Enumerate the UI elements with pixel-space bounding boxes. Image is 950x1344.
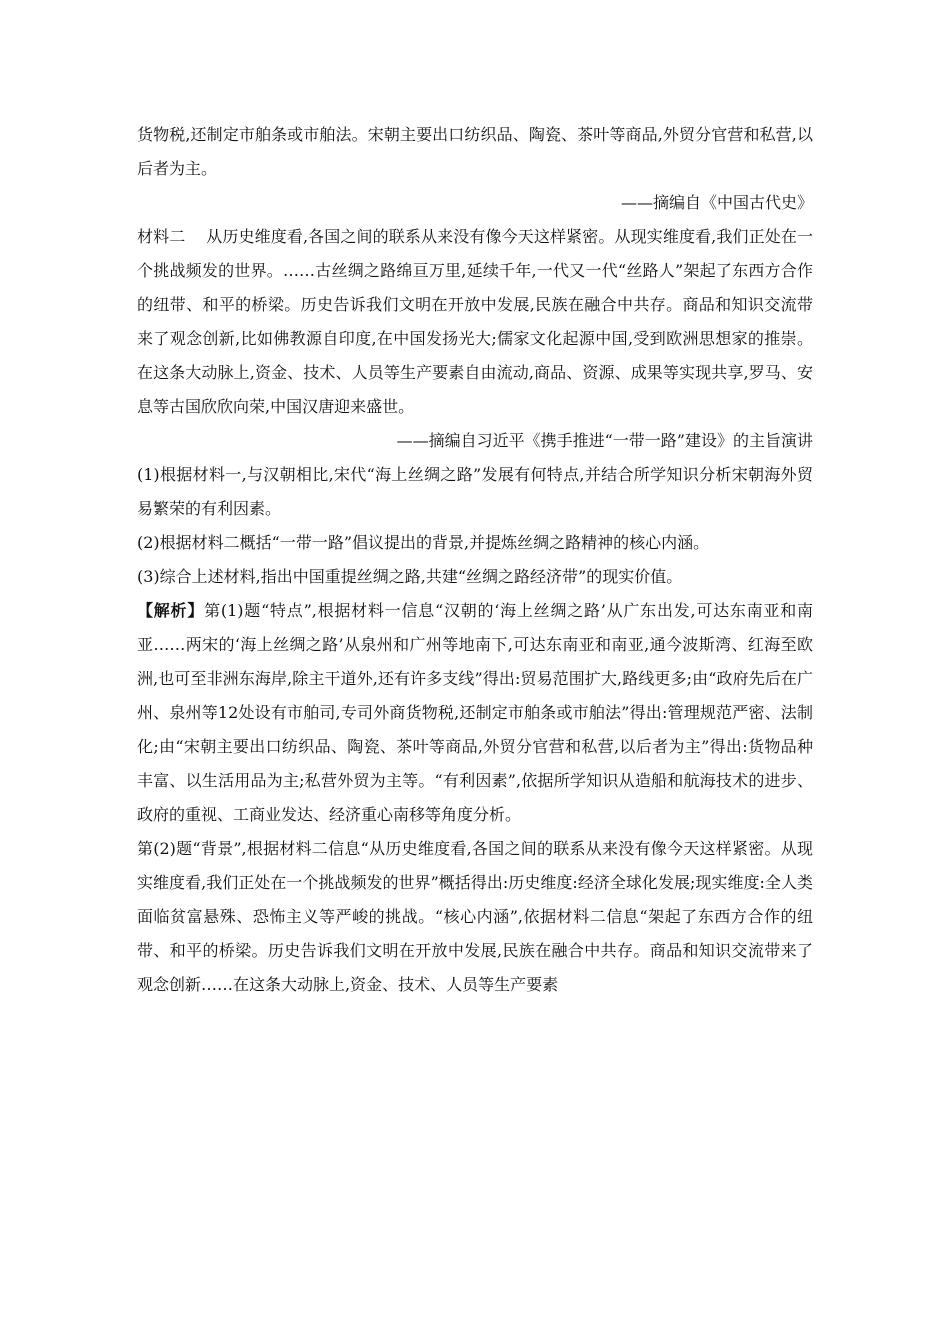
- material2-paragraph: [137, 220, 813, 424]
- question-1: (1)根据材料一,与汉朝相比,宋代“海上丝绸之路”发展有何特点,并结合所学知识分析宋朝海外贸易繁荣的有利因素。: [137, 465, 813, 518]
- analysis-label: 【解析】: [137, 601, 205, 620]
- document-page: [137, 118, 813, 1002]
- source-citation-1: ——摘编自《中国古代史》: [620, 193, 813, 212]
- material2-label: 材料二: [137, 227, 186, 246]
- material1-tail: 货物税,还制定市舶条或市舶法。宋朝主要出口纺织品、陶瓷、茶叶等商品,外贸分官营和私营,以后者为主。: [137, 125, 813, 178]
- analysis-text-1: 第(1)题“特点”,根据材料一信息“汉朝的‘海上丝绸之路’从广东出发,可达东南亚和南亚……两宋的‘海上丝绸之路’从泉州和广州等地南下,可达东南亚和南亚,通今波斯湾、红海至欧洲,也可至非洲东海岸,除主干道外,还有许多支线”得出:贸易范围扩大,路线更多;由“政府先后在广州、泉州等12处设有市舶司,专司外商货物税,还制定市舶条或市舶法”得出:管理规范严密、法制化;由“宋朝主要出口纺织品、陶瓷、茶叶等商品,外贸分官营和私营,以后者为主”得出:货物品种丰富、以生活用品为主;私营外贸为主等。“有利因素”,依据所学知识从造船和航海技术的进步、政府的重视、工商业发达、经济重心南移等角度分析。: [137, 601, 813, 824]
- analysis-paragraph-2: 第(2)题“背景”,根据材料二信息“从历史维度看,各国之间的联系从来没有像今天这样紧密。从现实维度看,我们正处在一个挑战频发的世界”概括得出:历史维度:经济全球化发展;现实维度:全人类面临贫富悬殊、恐怖主义等严峻的挑战。“核心内涵”,依据材料二信息“架起了东西方合作的纽带、和平的桥梁。历史告诉我们文明在开放中发展,民族在融合中共存。商品和知识交流带来了观念创新……在这条大动脉上,资金、技术、人员等生产要素: [137, 839, 813, 994]
- analysis-paragraph-1: [137, 594, 813, 832]
- material2-text: 从历史维度看,各国之间的联系从来没有像今天这样紧密。从现实维度看,我们正处在一个挑战频发的世界。……古丝绸之路绵亘万里,延续千年,一代又一代“丝路人”架起了东西方合作的纽带、和平的桥梁。历史告诉我们文明在开放中发展,民族在融合中共存。商品和知识交流带来了观念创新,比如佛教源自印度,在中国发扬光大;儒家文化起源中国,受到欧洲思想家的推崇。在这条大动脉上,资金、技术、人员等生产要素自由流动,商品、资源、成果等实现共享,罗马、安息等古国欣欣向荣,中国汉唐迎来盛世。: [137, 227, 813, 416]
- source-citation-2: ——摘编自习近平《携手推进“一带一路”建设》的主旨演讲: [396, 431, 813, 450]
- question-2: (2)根据材料二概括“一带一路”倡议提出的背景,并提炼丝绸之路精神的核心内涵。: [137, 533, 710, 552]
- question-3: (3)综合上述材料,指出中国重提丝绸之路,共建“丝绸之路经济带”的现实价值。: [137, 567, 683, 586]
